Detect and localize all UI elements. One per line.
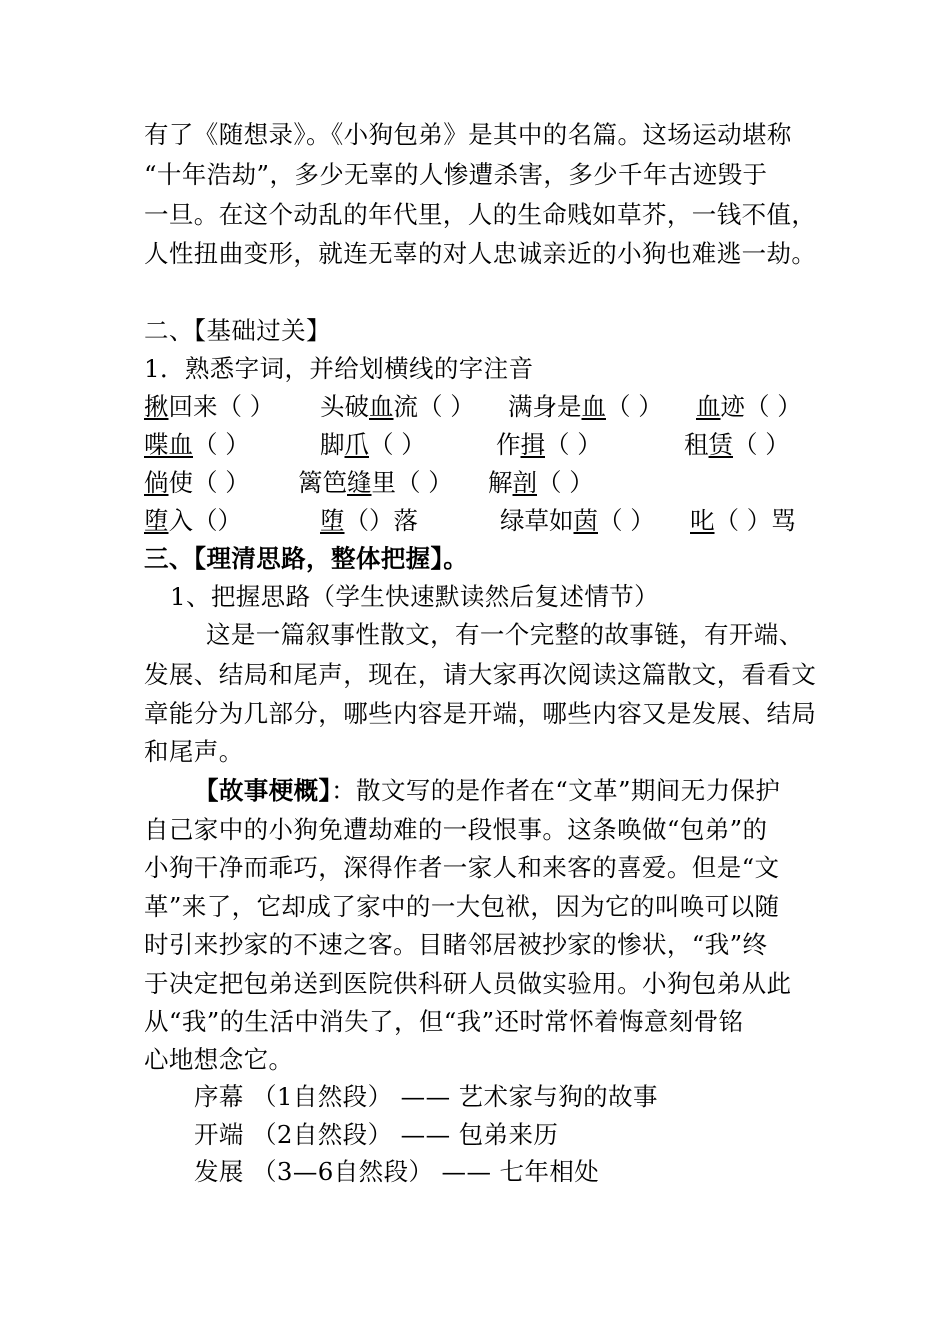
paragraph-1-line-3: 章能分为几部分，哪些内容是开端，哪些内容又是发展、结局	[144, 699, 817, 728]
intro-line-3: 一旦。在这个动乱的年代里，人的生命贱如草芥，一钱不值，	[144, 200, 817, 229]
summary-line-8: 心地想念它。	[144, 1045, 294, 1074]
vocab-item: 倘使（ ）	[144, 468, 250, 497]
paragraph-1-line-2: 发展、结局和尾声，现在，请大家再次阅读这篇散文，看看文	[144, 660, 817, 689]
paragraph-1-line-1: 这是一篇叙事性散文，有一个完整的故事链，有开端、	[206, 620, 804, 649]
summary-line-2: 自己家中的小狗免遭劫难的一段恨事。这条唤做“包弟”的	[144, 815, 768, 844]
vocab-item: 喋血（ ）	[144, 430, 250, 459]
section-3-sub-1: 1、把握思路（学生快速默读然后复述情节）	[170, 582, 660, 611]
vocab-item: 解剖（ ）	[488, 468, 594, 497]
vocab-item: 堕（）落	[320, 506, 418, 535]
summary-label: 【故事梗概】	[194, 776, 332, 805]
vocab-item: 头破血流（ ）	[320, 392, 475, 421]
outline-item-2: 开端 （2自然段） —— 包弟来历	[194, 1120, 559, 1149]
intro-line-4: 人性扭曲变形，就连无辜的对人忠诚亲近的小狗也难逃一劫。	[144, 239, 817, 268]
vocab-item: 租赁（ ）	[684, 430, 790, 459]
vocab-item: 绿草如茵（ ）	[500, 506, 655, 535]
intro-line-1: 有了《随想录》。《小狗包弟》是其中的名篇。这场运动堪称	[144, 120, 792, 149]
intro-line-2: “十年浩劫”，多少无辜的人惨遭杀害，多少千年古迹毁于	[144, 160, 768, 189]
vocab-item: 脚爪（ ）	[320, 430, 426, 459]
outline-item-3: 发展 （3—6自然段） —— 七年相处	[194, 1157, 600, 1186]
question-1: 1．熟悉字词，并给划横线的字注音	[144, 354, 534, 383]
outline-item-1: 序幕 （1自然段） —— 艺术家与狗的故事	[194, 1082, 658, 1111]
vocab-item: 作揖（ ）	[496, 430, 602, 459]
vocab-item: 叱（ ）骂	[690, 506, 796, 535]
vocab-item: 满身是血（ ）	[508, 392, 663, 421]
summary-line-5: 时引来抄家的不速之客。目睹邻居被抄家的惨状，“我”终	[144, 930, 768, 959]
section-2-heading: 二、【基础过关】	[144, 316, 331, 345]
vocab-item: 揪回来（ ）	[144, 392, 275, 421]
vocab-item: 堕入（）	[144, 506, 242, 535]
vocab-item: 篱笆缝里（ ）	[298, 468, 453, 497]
section-3-heading: 三、【理清思路，整体把握】。	[144, 544, 469, 573]
summary-line-7: 从“我”的生活中消失了，但“我”还时常怀着悔意刻骨铭	[144, 1007, 744, 1036]
summary-line-1: 【故事梗概】：散文写的是作者在“文革”期间无力保护	[194, 776, 781, 805]
summary-line-4: 革”来了，它却成了家中的一大包袱，因为它的叫唤可以随	[144, 892, 780, 921]
summary-line-3: 小狗干净而乖巧，深得作者一家人和来客的喜爱。但是“文	[144, 853, 780, 882]
paragraph-1-line-4: 和尾声。	[144, 737, 244, 766]
summary-line-6: 于决定把包弟送到医院供科研人员做实验用。小狗包弟从此	[144, 969, 792, 998]
vocab-item: 血迹（ ）	[696, 392, 802, 421]
